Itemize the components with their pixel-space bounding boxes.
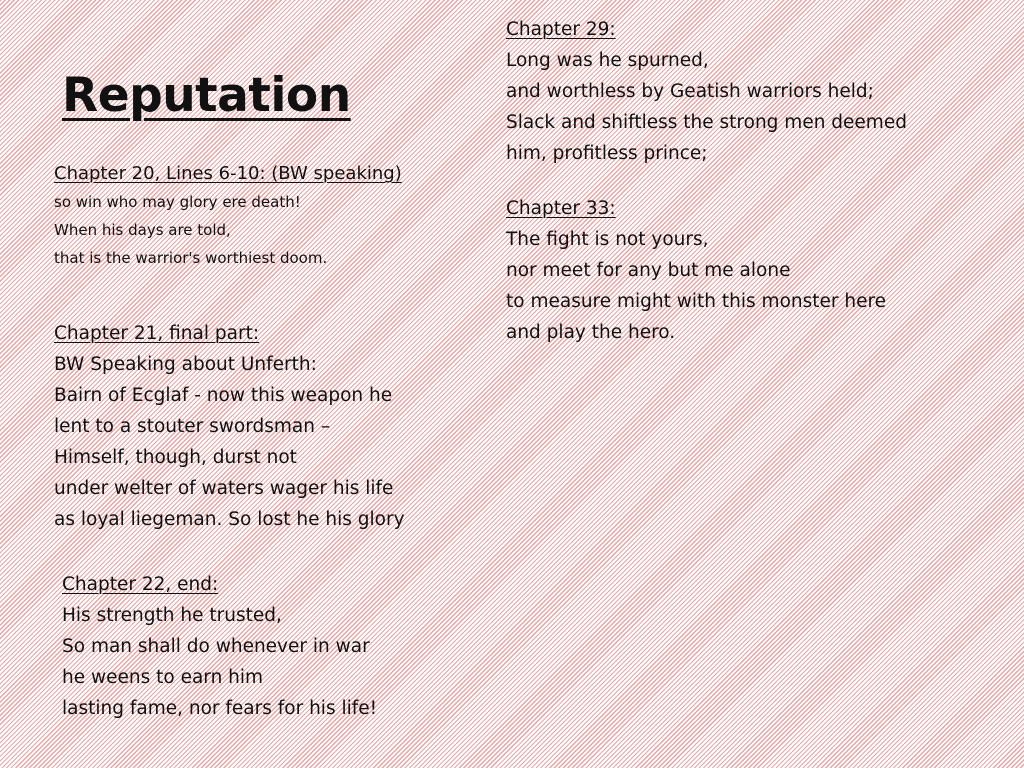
quote-line: BW Speaking about Unferth: bbox=[54, 354, 317, 375]
quote-line: to measure might with this monster here bbox=[506, 291, 887, 312]
quote-line: lent to a stouter swordsman – bbox=[54, 416, 331, 437]
chapter-20-heading: Chapter 20, Lines 6-10: (BW speaking) bbox=[54, 163, 402, 184]
quote-line: so win who may glory ere death! bbox=[54, 193, 301, 211]
quote-line: Long was he spurned, bbox=[506, 50, 709, 71]
quote-line: and play the hero. bbox=[506, 322, 676, 343]
quote-line: and worthless by Geatish warriors held; bbox=[506, 81, 874, 102]
quote-line: that is the warrior's worthiest doom. bbox=[54, 249, 328, 267]
quote-line: under welter of waters wager his life bbox=[54, 478, 394, 499]
slide-title: Reputation bbox=[62, 68, 351, 123]
chapter-21-quote bbox=[54, 318, 405, 535]
chapter-29-heading: Chapter 29: bbox=[506, 19, 616, 40]
quote-line: Himself, though, durst not bbox=[54, 447, 297, 468]
chapter-21-heading: Chapter 21, final part: bbox=[54, 323, 260, 344]
chapter-29-quote bbox=[506, 14, 907, 169]
chapter-33-heading: Chapter 33: bbox=[506, 198, 616, 219]
quote-line: Bairn of Ecglaf - now this weapon he bbox=[54, 385, 393, 406]
chapter-22-quote bbox=[62, 569, 377, 724]
quote-line: nor meet for any but me alone bbox=[506, 260, 791, 281]
quote-line: So man shall do whenever in war bbox=[62, 636, 370, 657]
quote-line: When his days are told, bbox=[54, 221, 231, 239]
quote-line: His strength he trusted, bbox=[62, 605, 282, 626]
quote-line: as loyal liegeman. So lost he his glory bbox=[54, 509, 405, 530]
quote-line: he weens to earn him bbox=[62, 667, 264, 688]
chapter-20-quote bbox=[54, 160, 402, 272]
quote-line: lasting fame, nor fears for his life! bbox=[62, 698, 378, 719]
quote-line: Slack and shiftless the strong men deemed bbox=[506, 112, 907, 133]
quote-line: The fight is not yours, bbox=[506, 229, 709, 250]
quote-line: him, profitless prince; bbox=[506, 143, 708, 164]
chapter-33-quote bbox=[506, 193, 886, 348]
chapter-22-heading: Chapter 22, end: bbox=[62, 574, 219, 595]
